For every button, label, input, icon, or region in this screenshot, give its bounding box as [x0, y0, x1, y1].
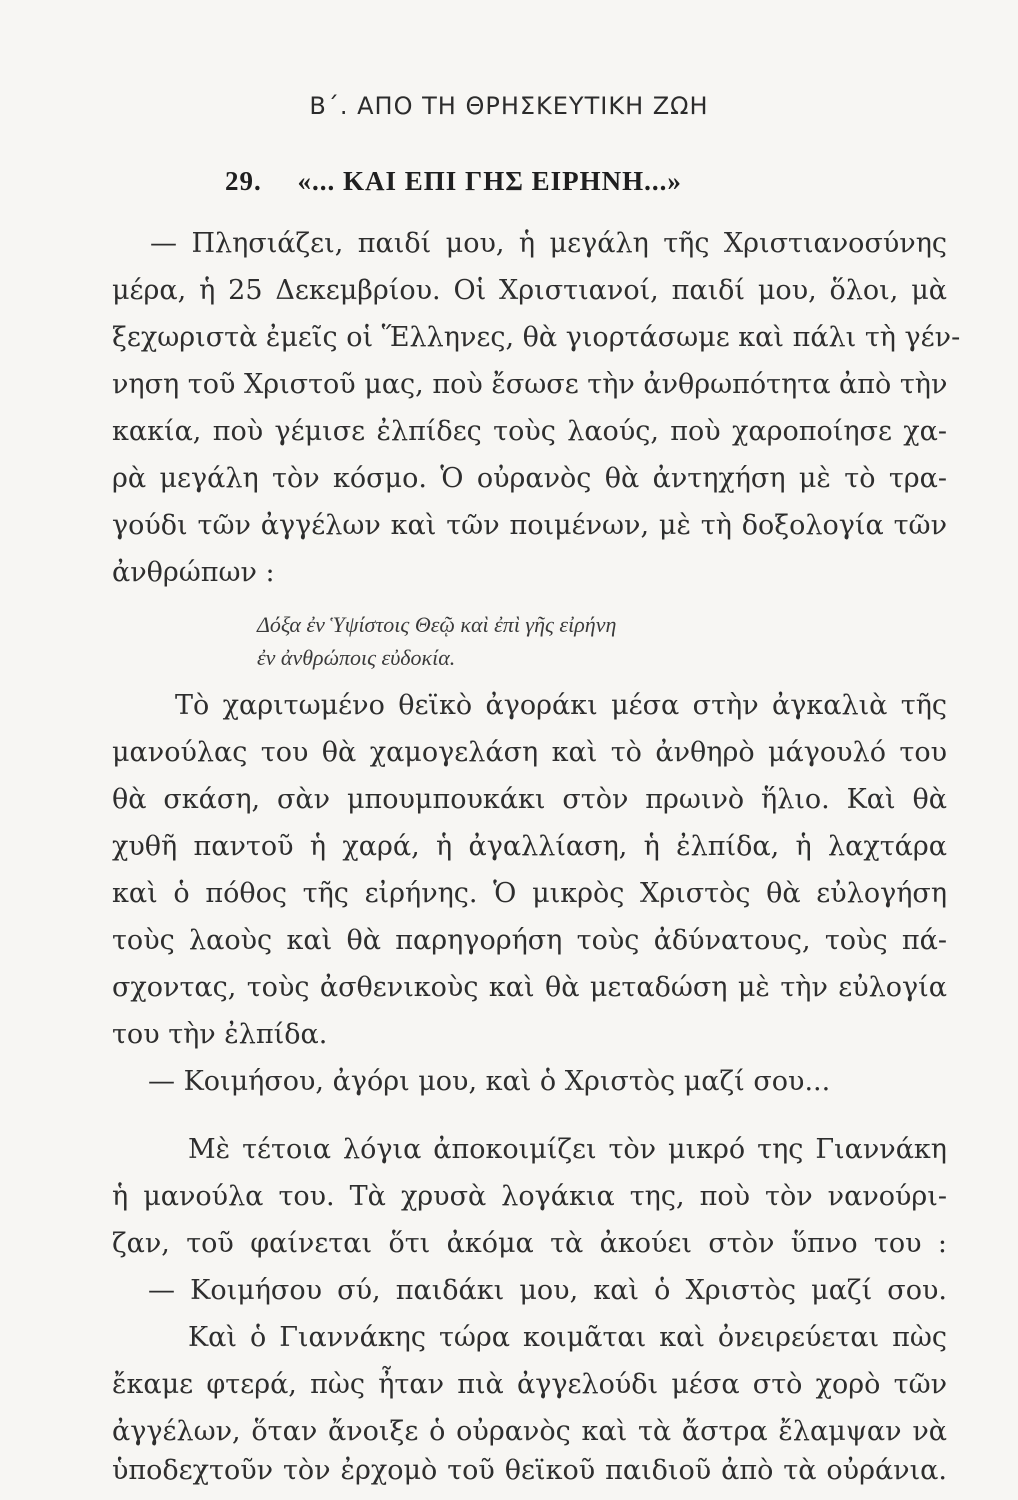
text-line: ὑποδεχτοῦν τὸν ἐρχομὸ τοῦ θεϊκοῦ παιδιοῦ ἀπὸ τὰ οὐράνια. — [112, 1455, 947, 1486]
text-line: Τὸ χαριτωμένο θεϊκὸ ἀγοράκι μέσα στὴν ἀγκαλιὰ τῆς — [175, 690, 947, 721]
section-header: Β΄. ΑΠΟ ΤΗ ΘΡΗΣΚΕΥΤΙΚΗ ΖΩΗ — [309, 92, 709, 120]
text-line: χυθῆ παντοῦ ἡ χαρά, ἡ ἀγαλλίαση, ἡ ἐλπίδα, ἡ λαχτάρα — [112, 831, 947, 862]
text-line: μανούλας του θὰ χαμογελάση καὶ τὸ ἀνθηρὸ μάγουλό του — [112, 737, 947, 768]
text-line: — Πλησιάζει, παιδί μου, ἡ μεγάλη τῆς Χριστιανοσύνης — [150, 228, 947, 259]
text-line: ἡ μανούλα του. Τὰ χρυσὰ λογάκια της, ποὺ τὸν νανούρι- — [112, 1181, 947, 1212]
text-line: νηση τοῦ Χριστοῦ μας, ποὺ ἔσωσε τὴν ἀνθρωπότητα ἀπὸ τὴν — [112, 369, 948, 400]
doxology-quote-line: Δόξα ἐν Ὑψίστοις Θεῷ καὶ ἐπὶ γῆς εἰρήνη — [257, 612, 617, 637]
text-line: τοὺς λαοὺς καὶ θὰ παρηγορήση τοὺς ἀδύνατους, τοὺς πά- — [112, 925, 947, 956]
text-line: σχοντας, τοὺς ἀσθενικοὺς καὶ θὰ μεταδώση μὲ τὴν εὐλογία — [112, 972, 947, 1003]
text-line: ἀνθρώπων : — [112, 557, 275, 588]
text-line: μέρα, ἡ 25 Δεκεμβρίου. Οἱ Χριστιανοί, παιδί μου, ὅλοι, μὰ — [112, 275, 947, 306]
text-line: Μὲ τέτοια λόγια ἀποκοιμίζει τὸν μικρό της Γιαννάκη — [188, 1134, 947, 1165]
text-line: Καὶ ὁ Γιαννάκης τώρα κοιμᾶται καὶ ὀνειρεύεται πὼς — [188, 1322, 947, 1353]
text-line: του τὴν ἐλπίδα. — [112, 1019, 328, 1050]
text-line: ζαν, τοῦ φαίνεται ὅτι ἀκόμα τὰ ἀκούει στὸν ὕπνο του : — [112, 1228, 947, 1259]
text-line: ἀγγέλων, ὅταν ἄνοιξε ὁ οὐρανὸς καὶ τὰ ἄστρα ἔλαμψαν νὰ — [112, 1416, 947, 1447]
text-line: γούδι τῶν ἀγγέλων καὶ τῶν ποιμένων, μὲ τὴ δοξολογία τῶν — [112, 510, 947, 541]
chapter-title-text: «... ΚΑΙ ΕΠΙ ΓΗΣ ΕΙΡΗΝΗ...» — [297, 166, 682, 196]
text-line: ἔκαμε φτερά, πὼς ἦταν πιὰ ἀγγελούδι μέσα στὸ χορὸ τῶν — [112, 1369, 947, 1400]
text-line: θὰ σκάση, σὰν μπουμπουκάκι στὸν πρωινὸ ἥλιο. Καὶ θὰ — [112, 784, 947, 815]
text-line: καὶ ὁ πόθος τῆς εἰρήνης. Ὁ μικρὸς Χριστὸς θὰ εὐλογήση — [112, 878, 947, 909]
chapter-number: 29. — [225, 166, 262, 196]
text-line: ξεχωριστὰ ἐμεῖς οἱ Ἕλληνες, θὰ γιορτάσωμε καὶ πάλι τὴ γέν- — [112, 322, 961, 353]
text-line: — Κοιμήσου, ἀγόρι μου, καὶ ὁ Χριστὸς μαζί σου... — [148, 1066, 831, 1097]
doxology-quote-line: ἐν ἀνθρώποις εὐδοκία. — [257, 645, 456, 670]
chapter-title — [225, 166, 682, 197]
text-line: κακία, ποὺ γέμισε ἐλπίδες τοὺς λαούς, ποὺ χαροποίησε χα- — [112, 416, 947, 447]
text-line: ρὰ μεγάλη τὸν κόσμο. Ὁ οὐρανὸς θὰ ἀντηχήση μὲ τὸ τρα- — [112, 463, 947, 494]
text-line: — Κοιμήσου σύ, παιδάκι μου, καὶ ὁ Χριστὸς μαζί σου. — [148, 1275, 947, 1306]
